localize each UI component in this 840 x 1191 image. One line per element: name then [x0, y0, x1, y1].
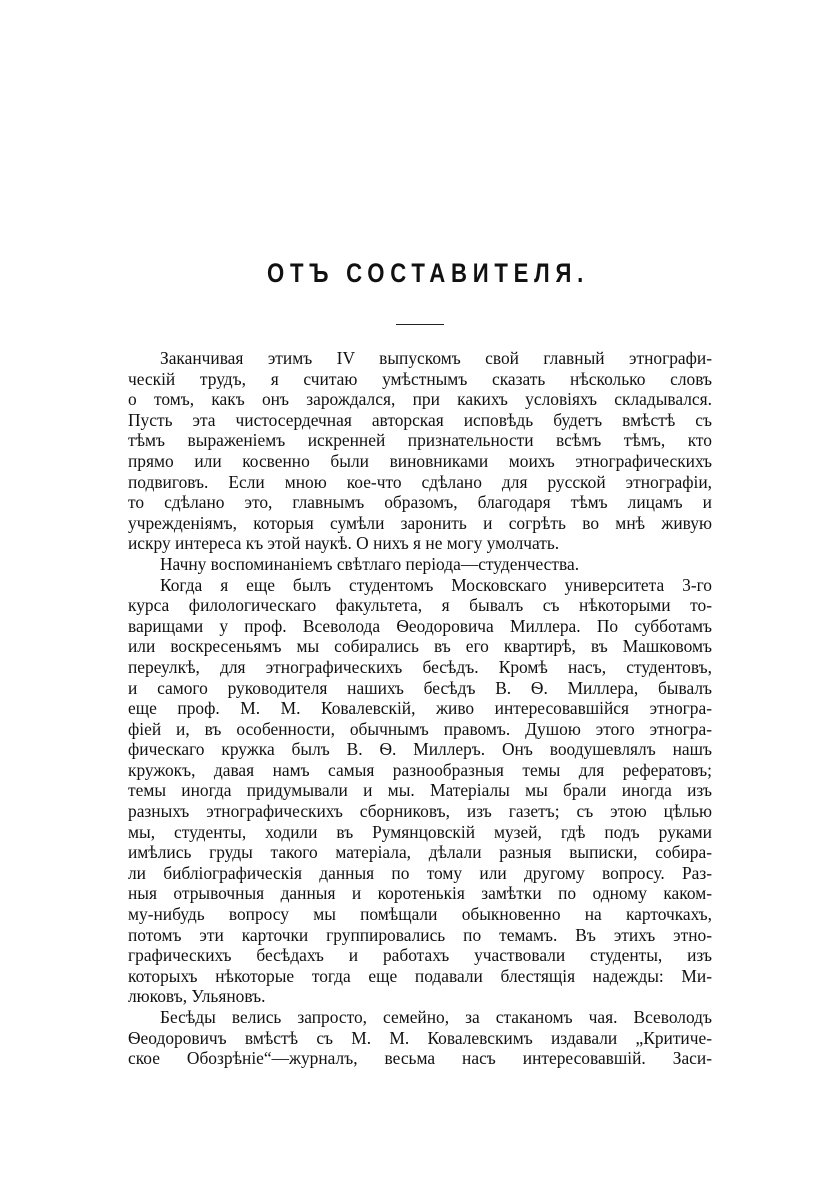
text-line: подвиговъ. Если мною кое-что сдѣлано для русской этнографіи,	[128, 471, 712, 492]
text-line: прямо или косвенно были виновниками моихъ этнографическихъ	[128, 450, 712, 471]
text-line: то сдѣлано это, главнымъ образомъ, благодаря тѣмъ лицамъ и	[128, 492, 712, 513]
text-line: люковъ, Ульяновъ.	[128, 986, 266, 1007]
text-line: кружокъ, давая намъ самыя разнообразныя темы для рефератовъ;	[128, 759, 712, 780]
text-line: о томъ, какъ онъ зарождался, при какихъ условіяхъ складывался.	[128, 389, 712, 410]
text-line: переулкѣ, для этнографическихъ бесѣдъ. Кромѣ насъ, студентовъ,	[128, 656, 712, 677]
text-line: графическихъ бесѣдахъ и работахъ участвовали студенты, изъ	[128, 945, 712, 966]
text-line: и самого руководителя нашихъ бесѣдъ В. Ѳ. Миллера, бывалъ	[128, 677, 712, 698]
text-line: темы иногда придумывали и мы. Матеріалы мы брали иногда изъ	[128, 780, 712, 801]
text-line: которыхъ нѣкоторые тогда еще подавали блестящія надежды: Ми-	[128, 965, 712, 986]
text-line: еще проф. М. М. Ковалевскій, живо интересовавшійся этногра-	[128, 698, 712, 719]
text-line: Пусть эта чистосердечная авторская исповѣдь будетъ вмѣстѣ съ	[128, 409, 712, 430]
text-line: учрежденіямъ, которыя сумѣли заронить и согрѣть во мнѣ живую	[128, 512, 712, 533]
text-line: Когда я еще былъ студентомъ Московскаго университета 3-го	[160, 574, 712, 595]
text-line: разныхъ этнографическихъ сборниковъ, изъ газетъ; съ этою цѣлью	[128, 801, 712, 822]
text-line: мы, студенты, ходили въ Румянцовскій музей, гдѣ подъ руками	[128, 821, 712, 842]
body-text	[128, 348, 712, 1069]
text-line: Ѳеодоровичъ вмѣстѣ съ М. М. Ковалевскимъ издавали „Критиче-	[128, 1027, 712, 1048]
text-line: му-нибудь вопросу мы помѣщали обыкновенно на карточкахъ,	[128, 904, 712, 925]
text-line: ское Обозрѣніе“—журналъ, весьма насъ интересовавшій. Заси-	[128, 1048, 712, 1069]
text-line: ныя отрывочныя данныя и коротенькія замѣтки по одному каком-	[128, 883, 712, 904]
text-line: потомъ эти карточки группировались по темамъ. Въ этихъ этно-	[128, 924, 712, 945]
text-line: или воскресеньямъ мы собирались въ его квартирѣ, въ Машковомъ	[128, 636, 712, 657]
text-line: фіей и, въ особенности, обычнымъ правомъ. Душою этого этногра-	[128, 718, 712, 739]
text-line: Начну воспоминаніемъ свѣтлаго періода—студенчества.	[160, 553, 580, 574]
page-title: ОТЪ СОСТАВИТЕЛЯ.	[266, 258, 590, 288]
text-line: ли библіографическія данныя по тому или другому вопросу. Раз-	[128, 862, 712, 883]
text-line: искру интереса къ этой наукѣ. О нихъ я не могу умолчать.	[128, 533, 560, 554]
text-line: Бесѣды велись запросто, семейно, за стаканомъ чая. Всеволодъ	[160, 1007, 712, 1027]
text-line: варищами у проф. Всеволода Ѳеодоровича Миллера. По субботамъ	[128, 615, 712, 636]
text-line: тѣмъ выраженіемъ искренней признательности всѣмъ тѣмъ, кто	[128, 430, 712, 451]
text-line: фическаго кружка былъ В. Ѳ. Миллеръ. Онъ воодушевлялъ нашъ	[128, 739, 712, 760]
title-rule	[396, 324, 444, 325]
text-line: ческій трудъ, я считаю умѣстнымъ сказать нѣсколько словъ	[128, 368, 712, 389]
text-line: имѣлись груды такого матеріала, дѣлали разныя выписки, собира-	[128, 842, 712, 863]
text-line: курса филологическаго факультета, я бывалъ съ нѣкоторыми то-	[128, 595, 712, 616]
text-line: Заканчивая этимъ IV выпускомъ свой главный этнографи-	[160, 348, 712, 368]
